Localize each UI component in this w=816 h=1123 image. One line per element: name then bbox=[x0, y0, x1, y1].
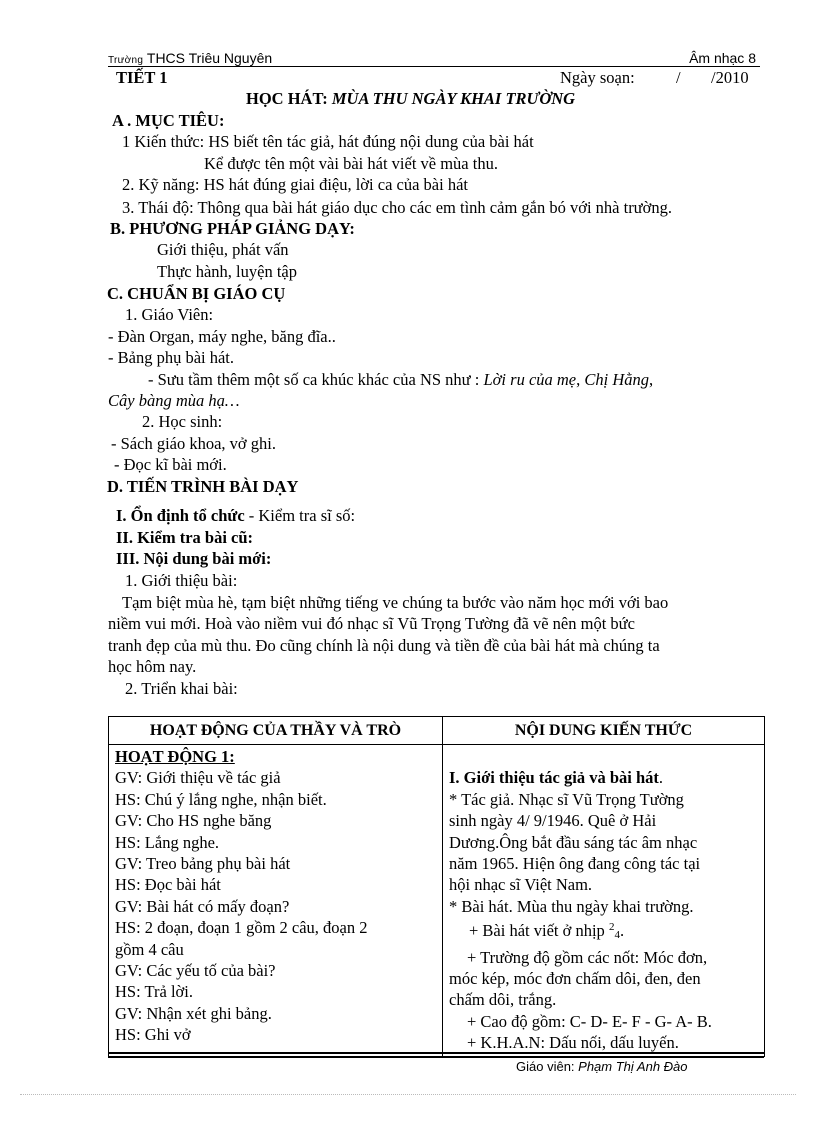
content-heading bbox=[449, 767, 758, 788]
song-ref-comma-2: , bbox=[649, 370, 654, 389]
activity-line: HS: Chú ý lắng nghe, nhận biết. bbox=[115, 789, 327, 809]
song-ref-3: Cây bàng mùa hạ… bbox=[108, 391, 240, 410]
content-cell bbox=[443, 745, 765, 1057]
content-line: * Bài hát. Mùa thu ngày khai trường. bbox=[449, 896, 694, 916]
objective-attitude: 3. Thái độ: Thông qua bài hát giáo dục cho các em tình cảm gắn bó với nhà trường. bbox=[122, 198, 672, 217]
content-line: sinh ngày 4/ 9/1946. Quê ở Hải bbox=[449, 811, 657, 831]
col-activity-header: HOẠT ĐỘNG CỦA THẦY VÀ TRÒ bbox=[109, 717, 443, 745]
activity-line: GV: Các yếu tố của bài? bbox=[115, 961, 276, 981]
student-item-1: - Sách giáo khoa, vở ghi. bbox=[111, 434, 276, 453]
table-header-row bbox=[109, 717, 765, 745]
step-3: III. Nội dung bài mới: bbox=[116, 549, 272, 568]
activity-line: GV: Cho HS nghe băng bbox=[115, 811, 272, 831]
objective-knowledge-2: Kể được tên một vài bài hát viết về mùa thu. bbox=[204, 154, 498, 173]
school-header bbox=[108, 50, 272, 66]
activity-line: GV: Giới thiệu về tác giả bbox=[115, 768, 281, 788]
step-1 bbox=[116, 508, 355, 525]
step-1-title: I. Ổn định tổ chức bbox=[116, 506, 245, 525]
intro-line-4: học hôm nay. bbox=[108, 657, 197, 676]
col-content-header: NỘI DUNG KIẾN THỨC bbox=[443, 717, 765, 745]
objective-skill: 2. Kỹ năng: HS hát đúng giai điệu, lời ca của bài hát bbox=[122, 175, 468, 194]
lesson-table bbox=[108, 716, 765, 1057]
song-ref-2: Chị Hằng bbox=[584, 370, 650, 389]
step-3-2: 2. Triển khai bài: bbox=[125, 679, 238, 698]
content-heading-text: I. Giới thiệu tác giả và bài hát bbox=[449, 768, 659, 788]
meter-top: 2 bbox=[608, 921, 615, 934]
title-prefix: HỌC HÁT: bbox=[246, 89, 332, 108]
activity-line: GV: Nhận xét ghi bảng. bbox=[115, 1003, 272, 1023]
pitch-line: + Cao độ gồm: C- D- E- F - G- A- B. bbox=[467, 1011, 712, 1031]
date-year: /2010 bbox=[711, 68, 749, 87]
activity-line: HS: Ghi vở bbox=[115, 1025, 191, 1045]
khan-line: + K.H.A.N: Dấu nối, dấu luyến. bbox=[467, 1033, 679, 1053]
activity-title: HOẠT ĐỘNG 1: bbox=[115, 747, 235, 766]
content-line: năm 1965. Hiện ông đang công tác tại bbox=[449, 854, 701, 874]
content-line: Dương.Ông bắt đầu sáng tác âm nhạc bbox=[449, 832, 698, 852]
header-rule bbox=[108, 66, 760, 67]
meter-line bbox=[449, 917, 758, 946]
section-c-heading: C. CHUẨN BỊ GIÁO CỤ bbox=[107, 284, 286, 303]
teacher-item-3 bbox=[148, 372, 653, 389]
subject-header: Âm nhạc 8 bbox=[689, 50, 756, 66]
student-heading: 2. Học sinh: bbox=[142, 412, 223, 431]
activity-line: HS: Trả lời. bbox=[115, 982, 193, 1002]
intro-line-2: niềm vui mới. Hoà vào niềm vui đó nhạc sĩ Vũ Trọng Tường đã vẽ nên một bức bbox=[108, 614, 635, 633]
date-label: Ngày soạn: bbox=[560, 68, 635, 87]
student-item-2: - Đọc kĩ bài mới. bbox=[114, 455, 227, 474]
teacher-label: Giáo viên: bbox=[516, 1059, 579, 1074]
activity-line: HS: 2 đoạn, đoạn 1 gồm 2 câu, đoạn 2 bbox=[115, 918, 368, 938]
method-1: Giới thiệu, phát vấn bbox=[157, 240, 289, 259]
school-prefix: Trường bbox=[108, 55, 144, 66]
teacher-heading: 1. Giáo Viên: bbox=[125, 305, 214, 324]
content-line: móc kép, móc đơn chấm dôi, đen, đen bbox=[449, 969, 701, 989]
teacher-signature bbox=[516, 1059, 688, 1074]
page-title bbox=[246, 91, 575, 108]
page-bottom-divider bbox=[20, 1094, 796, 1095]
date-separator: / bbox=[676, 68, 681, 87]
footer-rule bbox=[108, 1052, 764, 1058]
meter-end: . bbox=[619, 921, 625, 941]
activity-line: GV: Bài hát có mấy đoạn? bbox=[115, 896, 290, 916]
objective-knowledge: 1 Kiến thức: HS biết tên tác giả, hát đúng nội dung của bài hát bbox=[122, 132, 534, 151]
method-2: Thực hành, luyện tập bbox=[157, 262, 297, 281]
activity-cell bbox=[109, 745, 443, 1057]
teacher-item-1: - Đàn Organ, máy nghe, băng đĩa.. bbox=[108, 327, 336, 346]
lesson-code: TIẾT 1 bbox=[116, 68, 168, 87]
song-title: MÙA THU NGÀY KHAI TRƯỜNG bbox=[331, 89, 576, 108]
activity-line: HS: Lắng nghe. bbox=[115, 832, 220, 852]
step-2: II. Kiểm tra bài cũ: bbox=[116, 528, 254, 547]
activity-line: GV: Treo bảng phụ bài hát bbox=[115, 854, 291, 874]
content-line: * Tác giả. Nhạc sĩ Vũ Trọng Tường bbox=[449, 789, 684, 809]
table-row bbox=[109, 745, 765, 1057]
meter-prefix: + Bài hát viết ở nhịp bbox=[469, 921, 609, 941]
activity-line: HS: Đọc bài hát bbox=[115, 875, 221, 895]
meter-bottom: 4 bbox=[614, 929, 620, 942]
step-3-1: 1. Giới thiệu bài: bbox=[125, 571, 238, 590]
section-a-heading: A . MỤC TIÊU: bbox=[112, 111, 225, 130]
intro-line-3: tranh đẹp của mù thu. Đo cũng chính là nội dung và tiền đề của bài hát mà chúng ta bbox=[108, 636, 660, 655]
content-line: hội nhạc sĩ Việt Nam. bbox=[449, 875, 593, 895]
step-1-text: - Kiểm tra sĩ số: bbox=[244, 506, 356, 525]
content-heading-dot: . bbox=[658, 768, 664, 788]
teacher-item-3-text: - Sưu tầm thêm một số ca khúc khác của NS như : bbox=[148, 370, 484, 389]
section-d-heading: D. TIẾN TRÌNH BÀI DẠY bbox=[107, 477, 299, 496]
section-b-heading: B. PHƯƠNG PHÁP GIẢNG DẠY: bbox=[110, 219, 355, 238]
activity-line: gồm 4 câu bbox=[115, 939, 184, 959]
song-ref-1: Lời ru của mẹ bbox=[483, 370, 577, 389]
teacher-name: Phạm Thị Anh Đào bbox=[578, 1059, 688, 1074]
content-spacer bbox=[449, 746, 758, 767]
song-ref-comma-1: , bbox=[576, 370, 585, 389]
teacher-item-2: - Bảng phụ bài hát. bbox=[108, 348, 235, 367]
content-line: + Trường độ gồm các nốt: Móc đơn, bbox=[467, 947, 708, 967]
content-line: chấm dôi, trắng. bbox=[449, 990, 557, 1010]
intro-line-1: Tạm biệt mùa hè, tạm biệt những tiếng ve chúng ta bước vào năm học mới với bao bbox=[122, 593, 669, 612]
school-name: THCS Triêu Nguyên bbox=[143, 50, 273, 66]
